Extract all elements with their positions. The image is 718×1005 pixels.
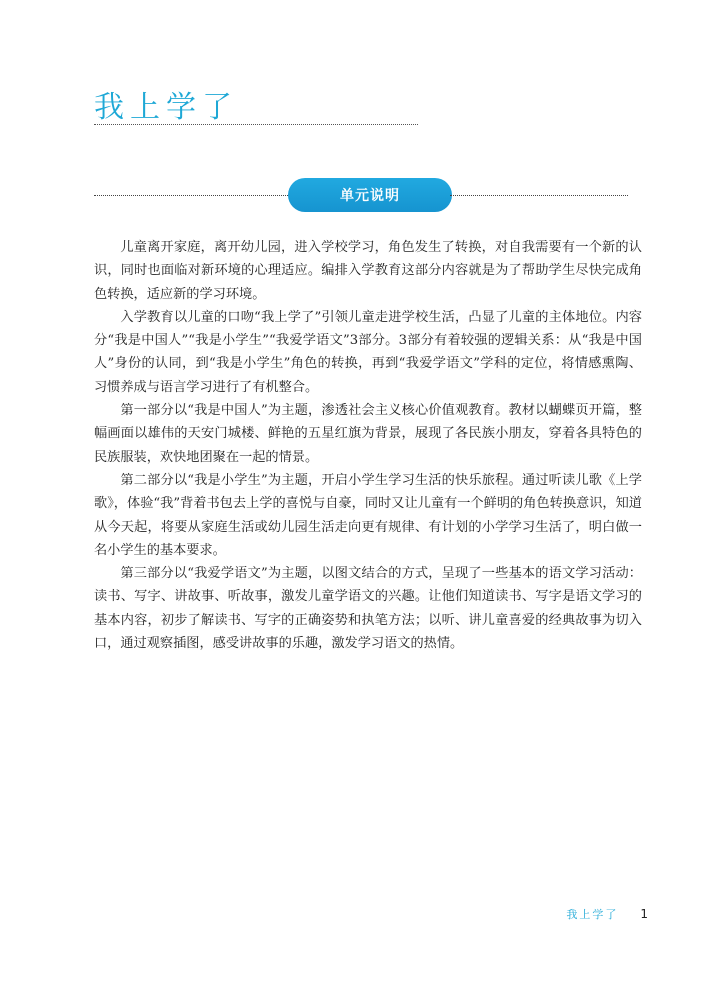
page-number: 1: [640, 907, 648, 921]
paragraph-4: 第二部分以“我是小学生”为主题，开启小学生学习生活的快乐旅程。通过听读儿歌《上学歌》，体验“我”背着书包去上学的喜悦与自豪，同时又让儿童有一个鲜明的角色转换意识，知道从今天起，将要从家庭生活或幼儿园生活走向更有规律、有计划的小学学习生活了，明白做一名小学生的基本要求。: [94, 472, 642, 558]
paragraph-5: 第三部分以“我爱学语文”为主题，以图文结合的方式，呈现了一些基本的语文学习活动：读书、写字、讲故事、听故事，激发儿童学语文的兴趣。让他们知道读书、写字是语文学习的基本内容，初步了解读书、写字的正确姿势和执笔方法；以听、讲儿童喜爱的经典故事为切入口，通过观察插图，感受讲故事的乐趣，激发学习语文的热情。: [94, 566, 642, 652]
paragraph-2: 入学教育以儿童的口吻“我上学了”引领儿童走进学校生活，凸显了儿童的主体地位。内容分“我是中国人”“我是小学生”“我爱学语文”3部分。3部分有着较强的逻辑关系：从“我是中国人”身份的认同，到“我是小学生”角色的转换，再到“我爱学语文”学科的定位，将情感熏陶、习惯养成与语言学习进行了有机整合。: [94, 309, 642, 395]
paragraph-1: 儿童离开家庭，离开幼儿园，进入学校学习，角色发生了转换，对自我需要有一个新的认识，同时也面临对新环境的心理适应。编排入学教育这部分内容就是为了帮助学生尽快完成角色转换，适应新的学习环境。: [94, 240, 642, 302]
paragraph-3: 第一部分以“我是中国人”为主题，渗透社会主义核心价值观教育。教材以蝴蝶页开篇，整幅画面以雄伟的天安门城楼、鲜艳的五星红旗为背景，展现了各民族小朋友，穿着各具特色的民族服装，欢快地团聚在一起的情景。: [94, 403, 642, 465]
unit-description-body: [94, 236, 642, 655]
section-heading: 单元说明: [288, 178, 452, 212]
section-rule-left: [94, 195, 290, 196]
running-footer-title: 我上学了: [566, 908, 619, 921]
section-rule-right: [450, 195, 628, 196]
title-dotted-rule: [94, 124, 418, 125]
section-heading-bar: [94, 178, 628, 212]
page-footer: [566, 906, 648, 922]
page-title: 我上学了: [94, 90, 238, 125]
